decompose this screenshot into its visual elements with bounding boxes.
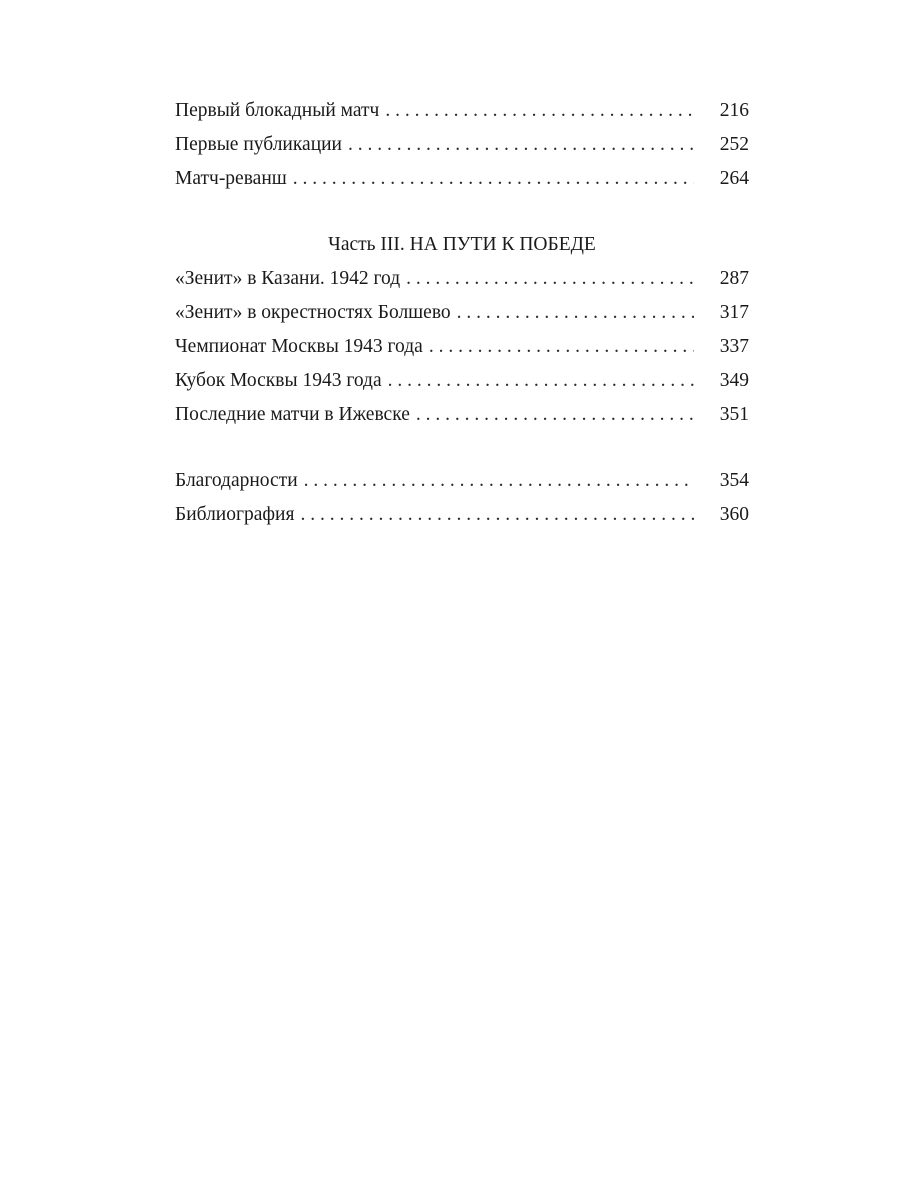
toc-entry-page: 354 [719,470,749,491]
toc-entry[interactable] [175,94,749,128]
toc-entry-title: «Зенит» в окрестностях Болшево [175,302,451,323]
toc-entry-page: 351 [719,404,749,425]
toc-entry[interactable] [175,296,749,330]
toc-entry-title: Библиография [175,504,295,525]
dot-leader [348,128,694,162]
toc-entry-page: 317 [719,302,749,323]
dot-leader [304,464,694,498]
toc-entry-page: 349 [719,370,749,391]
dot-leader [416,398,694,432]
toc-entry-page: 216 [719,100,749,121]
toc-entry-title: Кубок Москвы 1943 года [175,370,382,391]
toc-entry[interactable] [175,162,749,196]
toc-entry-title: Первые публикации [175,134,342,155]
toc-entry-title: Первый блокадный матч [175,100,380,121]
toc-entry-title: «Зенит» в Казани. 1942 год [175,268,401,289]
toc-entry[interactable] [175,262,749,296]
toc-entry[interactable] [175,128,749,162]
toc-entry[interactable] [175,330,749,364]
section-spacer [175,432,749,464]
toc-entry-title: Благодарности [175,470,298,491]
toc-entry[interactable] [175,398,749,432]
toc-entry-page: 287 [719,268,749,289]
table-of-contents [175,94,749,532]
dot-leader [388,364,694,398]
dot-leader [429,330,694,364]
dot-leader [385,94,694,128]
toc-entry-page: 264 [719,168,749,189]
dot-leader [457,296,694,330]
toc-entry[interactable] [175,364,749,398]
dot-leader [406,262,694,296]
toc-entry-title: Чемпионат Москвы 1943 года [175,336,423,357]
toc-entry-title: Матч-реванш [175,168,287,189]
part-heading: Часть III. НА ПУТИ К ПОБЕДЕ [328,234,596,255]
toc-entry-title: Последние матчи в Ижевске [175,404,410,425]
toc-entry[interactable] [175,498,749,532]
toc-entry-page: 337 [719,336,749,357]
toc-entry-page: 360 [719,504,749,525]
toc-entry-page: 252 [719,134,749,155]
toc-entry[interactable] [175,464,749,498]
dot-leader [300,498,694,532]
dot-leader [293,162,694,196]
